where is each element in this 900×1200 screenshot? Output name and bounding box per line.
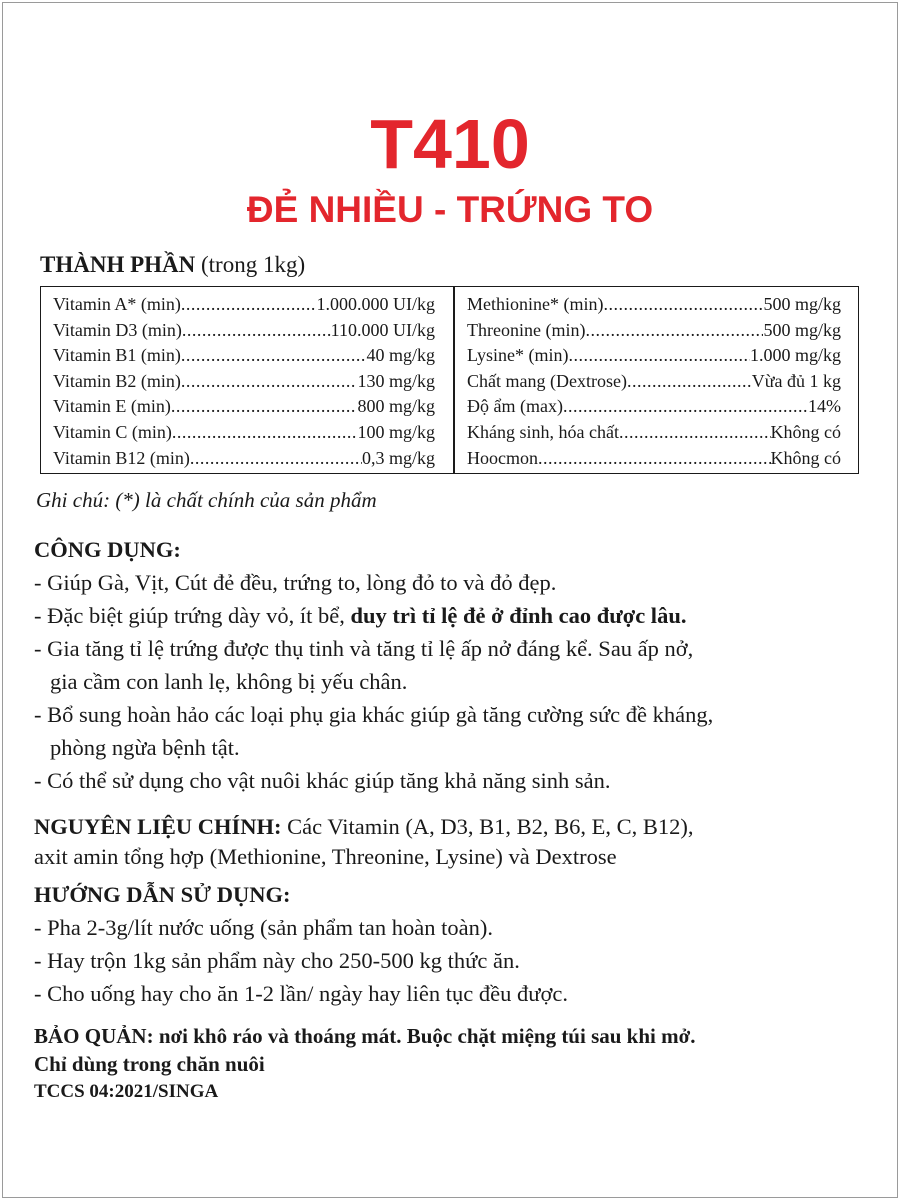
composition-item-name: Chất mang (Dextrose) [467,370,627,391]
composition-left-column [53,292,435,471]
dot-leader [181,369,358,395]
composition-item-name: Vitamin E (min) [53,396,171,417]
composition-item-value: 1.000.000 UI/kg [316,294,435,314]
composition-item-name: Vitamin C (min) [53,421,172,442]
composition-heading [40,251,305,279]
usage-line-2 [34,601,874,631]
composition-item-name: Vitamin A* (min) [53,294,181,314]
dot-leader [172,420,358,446]
composition-row [467,446,841,472]
guide-line-3: - Cho uống hay cho ăn 1-2 lần/ ngày hay liên tục đều được. [34,981,568,1006]
composition-row [53,343,435,369]
usage-line-2-text: - Đặc biệt giúp trứng dày vỏ, ít bể, [34,603,351,628]
usage-line-3b: gia cầm con lanh lẹ, không bị yếu chân. [50,669,408,694]
storage-section [34,1022,894,1078]
composition-title: THÀNH PHẦN [40,252,196,277]
ingredients-text-1: Các Vitamin (A, D3, B1, B2, B6, E, C, B12), [281,814,694,839]
composition-item-value: 14% [808,396,841,417]
composition-right-column [467,292,841,471]
dot-leader [181,292,317,318]
usage-line-4a: - Bổ sung hoàn hảo các loại phụ gia khác giúp gà tăng cường sức đề kháng, [34,702,714,727]
usage-line-5: - Có thể sử dụng cho vật nuôi khác giúp tăng khả năng sinh sản. [34,768,611,793]
composition-row [467,292,841,318]
ingredients-label: NGUYÊN LIỆU CHÍNH: [34,814,282,839]
ingredients-text-2: axit amin tổng hợp (Methionine, Threonine, Lysine) và Dextrose [34,844,617,869]
usage-line-3a: - Gia tăng tỉ lệ trứng được thụ tinh và tăng tỉ lệ ấp nở đáng kể. Sau ấp nở, [34,636,694,661]
composition-item-value: Vừa đủ 1 kg [751,370,841,391]
composition-item-name: Hoocmon [467,447,538,468]
composition-item-name: Độ ẩm (max) [467,396,563,417]
composition-row [53,394,435,420]
standard-code: TCCS 04:2021/SINGA [34,1081,219,1102]
dot-leader [190,446,362,472]
composition-item-name: Methionine* (min) [467,294,604,314]
composition-row [53,292,435,318]
composition-item-name: Vitamin B2 (min) [53,370,181,391]
composition-item-name: Vitamin D3 (min) [53,319,182,340]
guide-line-1: - Pha 2-3g/lít nước uống (sản phẩm tan hoàn toàn). [34,915,493,940]
dot-leader [538,446,771,472]
composition-item-value: 800 mg/kg [357,396,435,417]
dot-leader [585,318,763,344]
dot-leader [181,343,367,369]
composition-item-value: 130 mg/kg [357,370,435,391]
usage-line-4b: phòng ngừa bệnh tật. [50,735,240,760]
dot-leader [563,394,808,420]
ingredients-line-1 [34,812,874,842]
composition-table [40,286,859,474]
composition-row [467,369,841,395]
table-divider [453,287,455,473]
ingredients-section [34,812,874,872]
composition-item-value: 500 mg/kg [763,319,841,340]
composition-item-value: 500 mg/kg [763,294,841,314]
guide-section [34,880,874,1012]
usage-line-2-highlight: duy trì tỉ lệ đẻ ở đỉnh cao được lâu. [350,603,687,628]
composition-item-name: Lysine* (min) [467,345,569,366]
composition-row [467,394,841,420]
composition-item-name: Threonine (min) [467,319,586,340]
dot-leader [569,343,750,369]
storage-line-2: Chỉ dùng trong chăn nuôi [34,1052,265,1076]
composition-item-value: 40 mg/kg [366,345,435,366]
dot-leader [171,394,358,420]
dot-leader [619,420,771,446]
composition-row [53,369,435,395]
composition-item-value: 1.000 mg/kg [749,345,841,366]
dot-leader [603,292,763,318]
composition-item-value: 110.000 UI/kg [330,319,435,340]
composition-item-name: Kháng sinh, hóa chất [467,421,619,442]
composition-note: Ghi chú: (*) là chất chính của sản phẩm [36,488,377,512]
composition-row [53,318,435,344]
composition-row [467,318,841,344]
composition-item-name: Vitamin B12 (min) [53,447,190,468]
guide-heading: HƯỚNG DẪN SỬ DỤNG: [34,882,291,907]
dot-leader [627,369,752,395]
product-code: T410 [370,105,530,183]
composition-row [53,446,435,472]
composition-unit: (trong 1kg) [201,252,306,277]
composition-row [467,343,841,369]
composition-item-value: Không có [770,447,841,468]
product-slogan: ĐẺ NHIỀU - TRỨNG TO [246,189,654,230]
usage-heading: CÔNG DỤNG: [34,537,181,562]
dot-leader [182,318,331,344]
guide-line-2: - Hay trộn 1kg sản phẩm này cho 250-500 kg thức ăn. [34,948,520,973]
usage-line-1: - Giúp Gà, Vịt, Cút đẻ đều, trứng to, lòng đỏ to và đỏ đẹp. [34,570,557,595]
composition-item-value: 0,3 mg/kg [361,447,435,468]
usage-section [34,535,874,799]
composition-row [467,420,841,446]
composition-item-value: Không có [770,421,841,442]
storage-line-1: BẢO QUẢN: nơi khô ráo và thoáng mát. Buộc chặt miệng túi sau khi mở. [34,1024,696,1048]
composition-item-value: 100 mg/kg [357,421,435,442]
composition-row [53,420,435,446]
composition-item-name: Vitamin B1 (min) [53,345,181,366]
